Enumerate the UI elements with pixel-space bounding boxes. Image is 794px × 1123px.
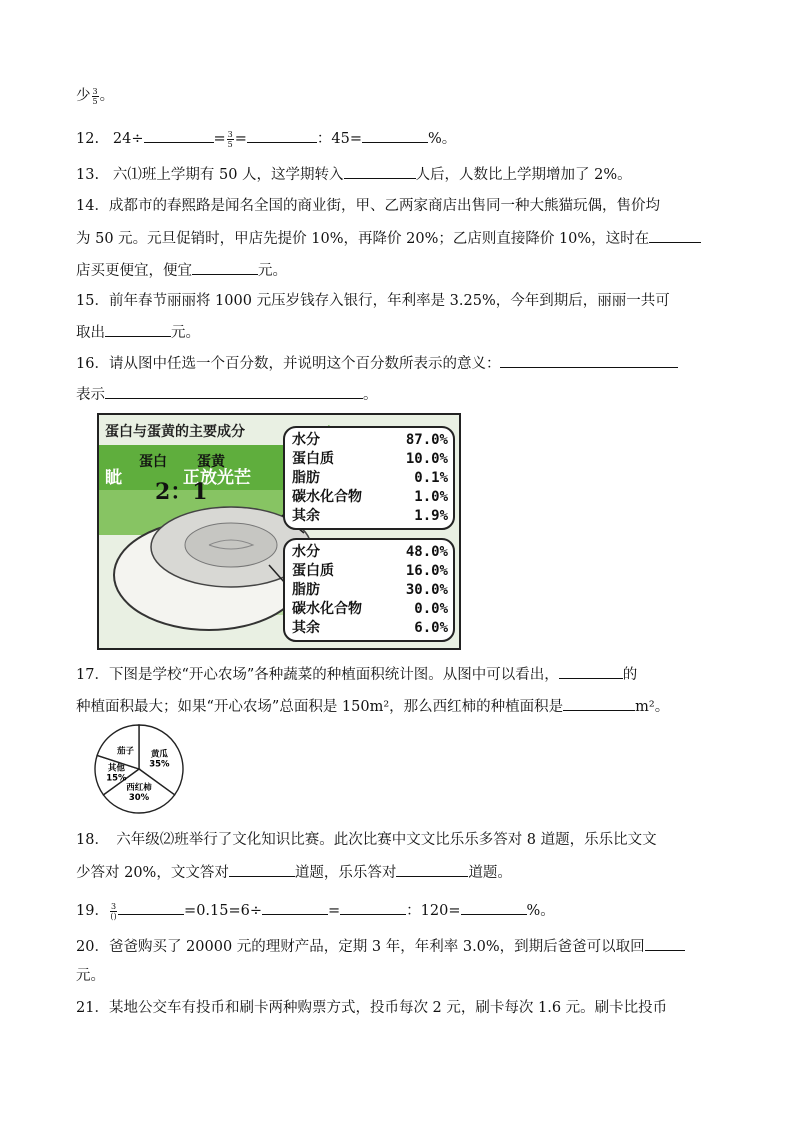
- answer-blank[interactable]: [105, 384, 363, 399]
- component-value: 1.0%: [414, 489, 448, 505]
- component-value: 10.0%: [405, 451, 448, 467]
- question-15-line-1: 15．前年春节丽丽将 1000 元压岁钱存入银行，年利率是 3.25%，今年到期后，丽丽一共可: [76, 293, 670, 309]
- component-value: 87.0%: [405, 432, 448, 448]
- component-value: 0.1%: [414, 470, 448, 486]
- pie-slice-percent: 15%: [106, 773, 127, 784]
- answer-blank[interactable]: [645, 936, 685, 951]
- answer-blank[interactable]: [105, 322, 171, 337]
- answer-blank[interactable]: [247, 128, 317, 143]
- composition-row: [292, 619, 448, 638]
- component-value: 1.9%: [414, 508, 448, 524]
- component-value: 30.0%: [405, 582, 448, 598]
- component-name: 其余: [292, 508, 320, 524]
- banner-text-left: 眦: [105, 468, 122, 488]
- question-14-line-2: 为 50 元。元旦促销时，甲店先提价 10%，再降价 20%；乙店则直接降价 10%，这时在: [76, 228, 701, 249]
- question-20-line-1: 20．爸爸购买了 20000 元的理财产品，定期 3 年，年利率 3.0%，到期后爸爸可以取回: [76, 936, 685, 957]
- question-20-line-2: 元。: [76, 968, 105, 984]
- answer-blank[interactable]: [649, 228, 701, 243]
- component-value: 6.0%: [414, 620, 448, 636]
- answer-blank[interactable]: [500, 353, 678, 368]
- composition-row: [292, 562, 448, 581]
- component-name: 水分: [292, 432, 320, 448]
- answer-blank[interactable]: [229, 862, 295, 877]
- component-name: 碳水化合物: [292, 601, 362, 617]
- egg-white-table: [292, 431, 448, 526]
- composition-row: [292, 600, 448, 619]
- component-value: 16.0%: [405, 563, 448, 579]
- question-12: 12. 24÷ = $\frac{3}{5}$ = ：45= %。: [76, 129, 457, 149]
- question-21-line-1: 21．某地公交车有投币和刷卡两种购票方式，投币每次 2 元，刷卡每次 1.6 元。刷卡比投币: [76, 1000, 668, 1016]
- question-14-line-3: 店买更便宜，便宜 元。: [76, 260, 287, 281]
- label-egg-yolk: 蛋黄: [197, 454, 225, 470]
- pie-slice-label: 其他: [107, 763, 125, 774]
- question-17-line-2: 种植面积最大；如果“开心农场”总面积是 150m²，那么西红柿的种植面积是 m²。: [76, 696, 669, 717]
- component-name: 水分: [292, 544, 320, 560]
- answer-blank[interactable]: [118, 900, 184, 915]
- answer-blank[interactable]: [396, 862, 468, 877]
- answer-blank[interactable]: [144, 128, 214, 143]
- pie-slice-label: 茄子: [117, 746, 135, 757]
- pie-slice-percent: 35%: [149, 759, 170, 770]
- answer-blank[interactable]: [262, 900, 328, 915]
- question-18-line-2: 少答对 20%，文文答对 道题，乐乐答对 道题。: [76, 862, 512, 883]
- answer-blank[interactable]: [461, 900, 527, 915]
- component-name: 蛋白质: [292, 451, 334, 467]
- composition-row: [292, 450, 448, 469]
- pie-slice-percent: 30%: [128, 792, 150, 803]
- egg-yolk-table: [292, 543, 448, 638]
- fraction: $\frac{3}{5}$: [92, 86, 98, 106]
- component-name: 脂肪: [292, 582, 320, 598]
- egg-composition-figure: [97, 413, 461, 650]
- component-name: 其余: [292, 620, 320, 636]
- component-name: 蛋白质: [292, 563, 334, 579]
- fraction: $\frac{3}{5}$: [227, 129, 233, 149]
- answer-blank[interactable]: [559, 664, 623, 679]
- question-13: 13. 六⑴班上学期有 50 人，这学期转入 人后，人数比上学期增加了 2%。: [76, 164, 632, 185]
- fraction: $\frac{3}{()}$: [110, 901, 117, 921]
- composition-row: [292, 581, 448, 600]
- component-name: 脂肪: [292, 470, 320, 486]
- pie-svg: [93, 723, 185, 815]
- component-value: 48.0%: [405, 544, 448, 560]
- question-15-line-2: 取出 元。: [76, 322, 200, 343]
- question-18-line-1: 18． 六年级⑵班举行了文化知识比赛。此次比赛中文文比乐乐多答对 8 道题，乐乐比文文: [76, 832, 657, 848]
- ratio-label: 2：1: [155, 479, 208, 505]
- component-value: 0.0%: [414, 601, 448, 617]
- composition-row: [292, 469, 448, 488]
- question-14-line-1: 14．成都市的春熙路是闻名全国的商业街，甲、乙两家商店出售同一种大熊猫玩偶，售价均: [76, 198, 660, 214]
- answer-blank[interactable]: [362, 128, 428, 143]
- answer-blank[interactable]: [340, 900, 406, 915]
- composition-row: [292, 488, 448, 507]
- figure-title: 蛋白与蛋黄的主要成分: [105, 424, 245, 440]
- question-16-line-1: 16．请从图中任选一个百分数，并说明这个百分数所表示的意义：: [76, 353, 678, 374]
- pie-slice-label: 西红柿: [126, 782, 152, 793]
- vegetable-area-pie-chart: [93, 723, 185, 815]
- composition-row: [292, 431, 448, 450]
- answer-blank[interactable]: [563, 696, 635, 711]
- composition-row: [292, 507, 448, 526]
- pie-slice-label: 黄瓜: [150, 749, 168, 760]
- answer-blank[interactable]: [192, 260, 258, 275]
- answer-blank[interactable]: [344, 164, 416, 179]
- banner-text-right: 正放光芒: [183, 468, 251, 488]
- question-19: 19． $\frac{3}{()}$ =0.15=6÷ = ：120= %。: [76, 901, 555, 921]
- composition-row: [292, 543, 448, 562]
- question-17-line-1: 17．下图是学校“开心农场”各种蔬菜的种植面积统计图。从图中可以看出， 的: [76, 664, 637, 685]
- question-16-line-2: 表示 。: [76, 384, 378, 405]
- egg-yolk: [185, 523, 277, 567]
- continuation-line: 少 $\frac{3}{5}$ 。: [76, 86, 115, 106]
- label-egg-white: 蛋白: [139, 454, 167, 470]
- component-name: 碳水化合物: [292, 489, 362, 505]
